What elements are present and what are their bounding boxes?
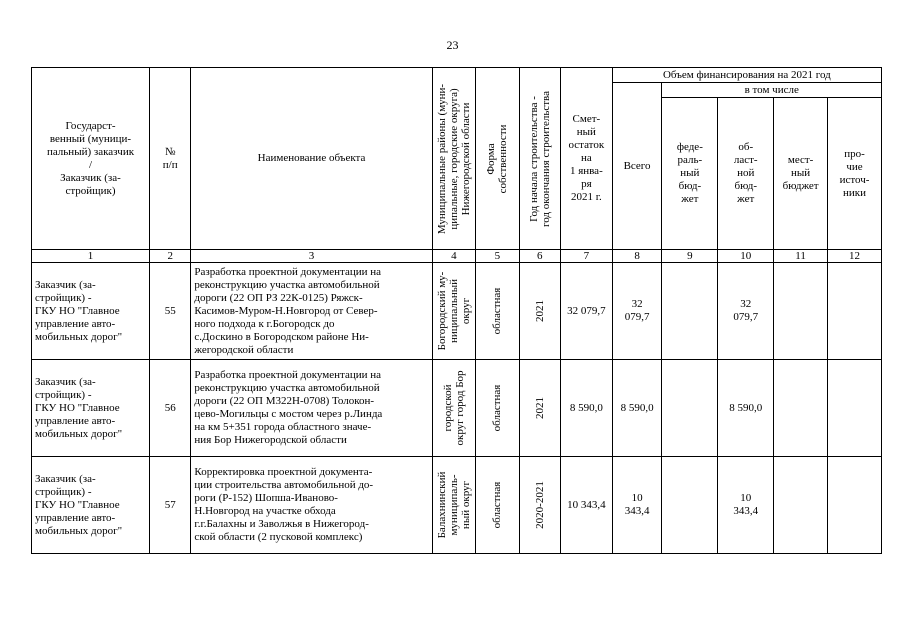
- table-row: [32, 457, 882, 554]
- header-customer: Государст- венный (муници- пальный) заказчик / Заказчик (за- стройщик): [32, 68, 150, 250]
- header-other: про- чие источ- ники: [828, 98, 882, 250]
- header-financing-title: Объем финансирования на 2021 год: [612, 68, 881, 83]
- other-cell: [828, 263, 882, 360]
- column-number: 1: [32, 250, 150, 263]
- ownership-cell: областная: [476, 263, 519, 360]
- other-cell: [828, 360, 882, 457]
- years-cell: 2020-2021: [519, 457, 560, 554]
- customer-cell: Заказчик (за- стройщик) - ГКУ НО "Главное управление авто- мобильных дорог": [32, 263, 150, 360]
- estimate-cell: 8 590,0: [560, 360, 612, 457]
- federal-cell: [662, 263, 718, 360]
- header-ownership: Форма собственности: [476, 68, 519, 250]
- municipality-cell: городской округ город Бор: [432, 360, 475, 457]
- local-cell: [774, 263, 828, 360]
- row-number: 57: [150, 457, 191, 554]
- municipality-cell: Балахнинский муниципаль- ный округ: [432, 457, 475, 554]
- header-including: в том числе: [662, 83, 882, 98]
- header-local: мест- ный бюджет: [774, 98, 828, 250]
- column-number: 9: [662, 250, 718, 263]
- header-object-name: Наименование объекта: [191, 68, 432, 250]
- years-cell: 2021: [519, 360, 560, 457]
- federal-cell: [662, 360, 718, 457]
- customer-cell: Заказчик (за- стройщик) - ГКУ НО "Главное управление авто- мобильных дорог": [32, 457, 150, 554]
- municipality-cell: Богородский му- ниципальный округ: [432, 263, 475, 360]
- table-row: [32, 263, 882, 360]
- header-total: Всего: [612, 83, 662, 250]
- local-cell: [774, 360, 828, 457]
- header-regional: об- ласт- ной бюд- жет: [718, 98, 774, 250]
- header-estimate: Смет- ный остаток на 1 янва- ря 2021 г.: [560, 68, 612, 250]
- local-cell: [774, 457, 828, 554]
- column-number: 11: [774, 250, 828, 263]
- estimate-cell: 10 343,4: [560, 457, 612, 554]
- federal-cell: [662, 457, 718, 554]
- column-number: 12: [828, 250, 882, 263]
- header-municipality: Муниципальные районы (муни- ципальные, городские округа) Нижегородской области: [432, 68, 475, 250]
- total-cell: 10 343,4: [612, 457, 662, 554]
- page-number: 23: [446, 38, 459, 52]
- years-cell: 2021: [519, 263, 560, 360]
- ownership-cell: областная: [476, 360, 519, 457]
- column-number: 3: [191, 250, 432, 263]
- financing-table: [31, 67, 882, 554]
- row-number: 55: [150, 263, 191, 360]
- customer-cell: Заказчик (за- стройщик) - ГКУ НО "Главное управление авто- мобильных дорог": [32, 360, 150, 457]
- object-name-cell: Корректировка проектной документа- ции строительства автомобильной до- роги (Р-152) Шопша-Иваново- Н.Новгород на участке обхода г.г.Балахны и Заволжья в Нижегород- ской области (2 пусковой комплекс): [191, 457, 432, 554]
- ownership-cell: областная: [476, 457, 519, 554]
- object-name-cell: Разработка проектной документации на реконструкцию участка автомобильной дороги (22 ОП М322Н-0708) Толокон- цево-Могильцы с мостом через р.Линда на км 5+351 города областного значе- ния Бор Нижегородской области: [191, 360, 432, 457]
- regional-cell: 32 079,7: [718, 263, 774, 360]
- column-number: 6: [519, 250, 560, 263]
- column-number: 7: [560, 250, 612, 263]
- column-number: 4: [432, 250, 475, 263]
- total-cell: 32 079,7: [612, 263, 662, 360]
- header-years: Год начала строительства - год окончания строительства: [519, 68, 560, 250]
- header-federal: феде- раль- ный бюд- жет: [662, 98, 718, 250]
- row-number: 56: [150, 360, 191, 457]
- total-cell: 8 590,0: [612, 360, 662, 457]
- regional-cell: 10 343,4: [718, 457, 774, 554]
- column-number: 8: [612, 250, 662, 263]
- other-cell: [828, 457, 882, 554]
- column-number: 10: [718, 250, 774, 263]
- header-num: № п/п: [150, 68, 191, 250]
- column-number-row: [32, 250, 882, 263]
- regional-cell: 8 590,0: [718, 360, 774, 457]
- object-name-cell: Разработка проектной документации на реконструкцию участка автомобильной дороги (22 ОП РЗ 22К-0125) Ряжск- Касимов-Муром-Н.Новгород от Север- ного подхода к г.Богородск до с.Доскино в Богородском районе Ни- жегородской области: [191, 263, 432, 360]
- estimate-cell: 32 079,7: [560, 263, 612, 360]
- column-number: 2: [150, 250, 191, 263]
- table-row: [32, 360, 882, 457]
- column-number: 5: [476, 250, 519, 263]
